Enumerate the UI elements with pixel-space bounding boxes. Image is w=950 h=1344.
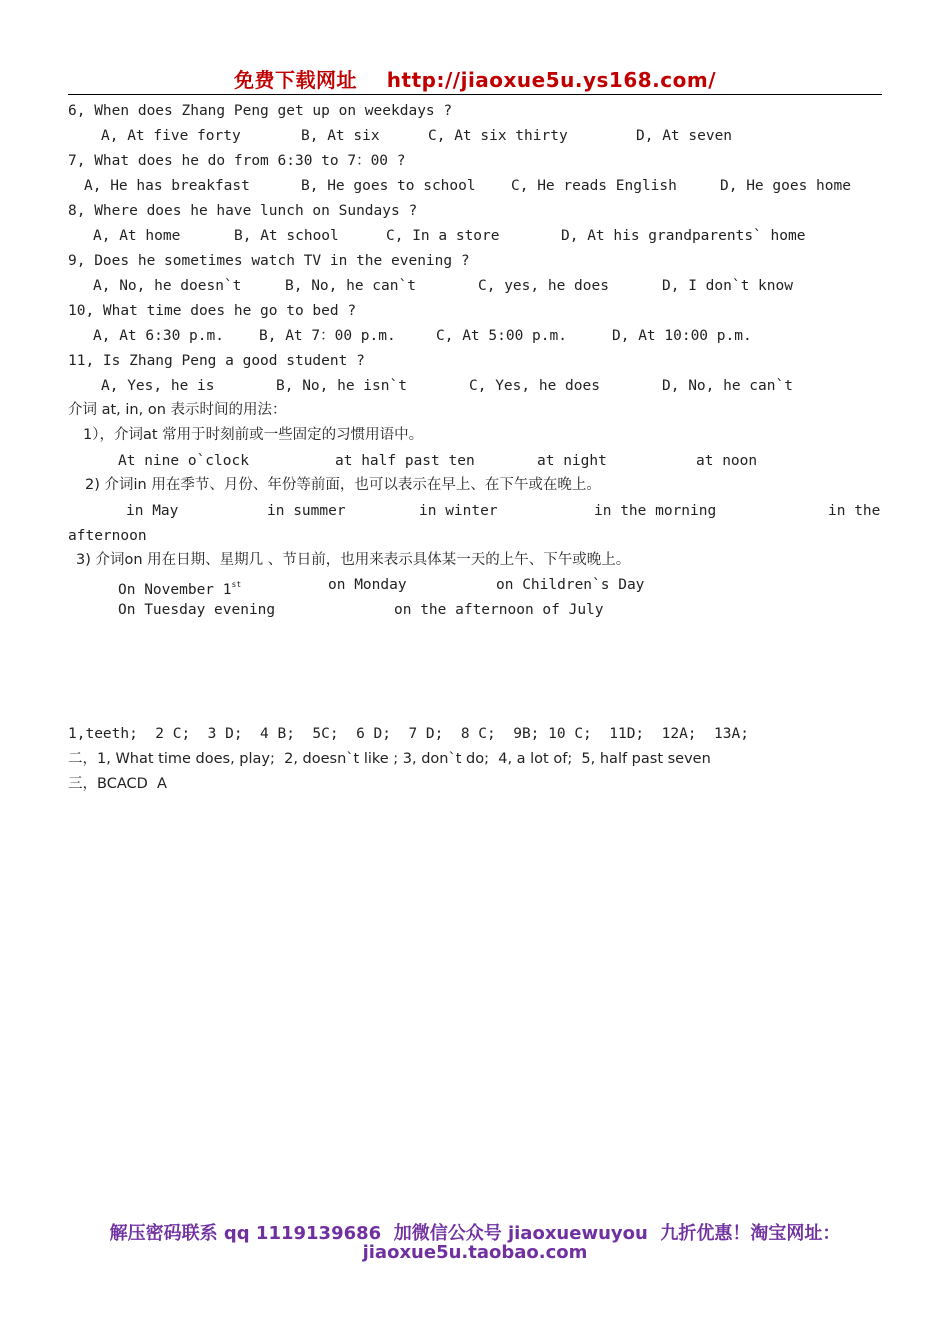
option-6d: D, At seven: [636, 128, 733, 144]
option-7c: C, He reads English: [511, 178, 677, 194]
option-11d: D, No, he can`t: [662, 378, 793, 394]
option-8a: A, At home: [93, 228, 181, 244]
option-6b: B, At six: [301, 128, 380, 144]
header-rule: [68, 94, 882, 95]
answer-key-part-2: 二，1, What time does, play; 2, doesn`t like ; 3, don`t do; 4, a lot of; 5, half past seven: [68, 751, 711, 767]
grammar-rule-at: 1），介词at 常用于时刻前或一些固定的习惯用语中。: [83, 427, 424, 443]
example-on-1-text: On November 1: [118, 582, 232, 598]
option-7d: D, He goes home: [720, 178, 851, 194]
option-11b: B, No, he isn`t: [276, 378, 407, 394]
question-8: 8, Where does he have lunch on Sundays ?: [68, 203, 418, 219]
question-9: 9, Does he sometimes watch TV in the evening ?: [68, 253, 470, 269]
option-9d: D, I don`t know: [662, 278, 793, 294]
ordinal-suffix: st: [231, 580, 242, 589]
option-10c: C, At 5:00 p.m.: [436, 328, 567, 344]
answer-key-part-3: 三，BCACD A: [68, 776, 167, 792]
option-11a: A, Yes, he is: [101, 378, 215, 394]
grammar-rule-on: 3) 介词on 用在日期、星期几 、节日前，也用来表示具体某一天的上午、下午或晚上。: [76, 552, 631, 568]
option-9b: B, No, he can`t: [285, 278, 416, 294]
option-10a: A, At 6:30 p.m.: [93, 328, 224, 344]
option-6c: C, At six thirty: [428, 128, 568, 144]
example-at-2: at half past ten: [335, 453, 475, 469]
example-on-1: [118, 576, 241, 599]
question-6: 6, When does Zhang Peng get up on weekdays ?: [68, 103, 453, 119]
grammar-title: 介词 at, in, on 表示时间的用法：: [68, 402, 287, 418]
example-in-5: in the: [828, 503, 881, 519]
example-in-1: in May: [126, 503, 179, 519]
example-at-3: at night: [537, 453, 607, 469]
example-in-3: in winter: [419, 503, 498, 519]
example-at-4: at noon: [696, 453, 758, 469]
footer-shop-url: jiaoxue5u.taobao.com: [362, 1242, 588, 1263]
option-9c: C, yes, he does: [478, 278, 609, 294]
option-11c: C, Yes, he does: [469, 378, 600, 394]
header-download-url: 免费下载网址 http://jiaoxue5u.ys168.com/: [233, 68, 717, 92]
option-8b: B, At school: [234, 228, 339, 244]
option-10b: B, At 7：00 p.m.: [259, 328, 396, 344]
example-on-5: on the afternoon of July: [394, 602, 604, 618]
example-on-4: On Tuesday evening: [118, 602, 276, 618]
question-7: 7, What does he do from 6:30 to 7：00 ?: [68, 153, 406, 169]
option-6a: A, At five forty: [101, 128, 241, 144]
option-8d: D, At his grandparents` home: [561, 228, 806, 244]
option-10d: D, At 10:00 p.m.: [612, 328, 752, 344]
question-10: 10, What time does he go to bed ?: [68, 303, 357, 319]
example-in-4: in the morning: [594, 503, 717, 519]
example-in-2: in summer: [267, 503, 346, 519]
option-8c: C, In a store: [386, 228, 500, 244]
grammar-rule-in: 2) 介词in 用在季节、月份、年份等前面，也可以表示在早上、在下午或在晚上。: [85, 477, 601, 493]
option-7b: B, He goes to school: [301, 178, 476, 194]
example-at-1: At nine o`clock: [118, 453, 249, 469]
example-on-3: on Children`s Day: [496, 577, 645, 593]
option-7a: A, He has breakfast: [84, 178, 250, 194]
footer-contact: 解压密码联系 qq 1119139686 加微信公众号 jiaoxuewuyou 九折优惠！淘宝网址：: [109, 1223, 841, 1244]
example-in-5-continued: afternoon: [68, 528, 147, 544]
example-on-2: on Monday: [328, 577, 407, 593]
question-11: 11, Is Zhang Peng a good student ?: [68, 353, 365, 369]
answer-key-part-1: 1,teeth; 2 C; 3 D; 4 B; 5C; 6 D; 7 D; 8 C; 9B; 10 C; 11D; 12A; 13A;: [68, 726, 749, 742]
option-9a: A, No, he doesn`t: [93, 278, 242, 294]
